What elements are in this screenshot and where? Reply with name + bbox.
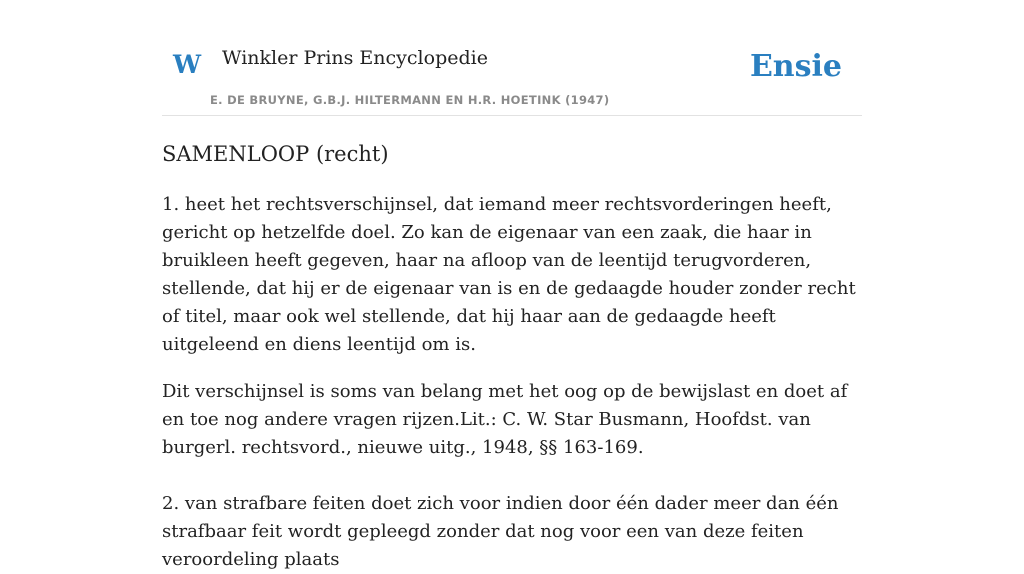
source-title[interactable]: Winkler Prins Encyclopedie [222, 47, 488, 69]
article-title: SAMENLOOP (recht) [162, 142, 389, 166]
source-header [162, 0, 862, 116]
winkler-prins-logo[interactable]: W [173, 50, 202, 79]
source-authors: E. DE BRUYNE, G.B.J. HILTERMANN EN H.R. HOETINK (1947) [210, 93, 610, 107]
article-paragraph-2: Dit verschijnsel is soms van belang met het oog op de bewijslast en doet af en toe nog andere vragen rijzen.Lit.: C. W. Star Busmann, Hoofdst. van burgerl. rechtsvord., nieuwe uitg., 1948, §§ 163-169. [162, 381, 848, 459]
ensie-logo[interactable]: Ensie [749, 49, 842, 84]
page [162, 0, 862, 571]
article-paragraph-3: 2. van strafbare feiten doet zich voor indien door één dader meer dan één strafbaar feit wordt gepleegd zonder dat nog voor een van deze feiten veroordeling plaats [162, 493, 839, 571]
article-paragraph-1: 1. heet het rechtsverschijnsel, dat iemand meer rechtsvorderingen heeft, gericht op hetzelfde doel. Zo kan de eigenaar van een zaak, die haar in bruikleen heeft gegeven, haar na afloop van de leentijd terugvorderen, stellende, dat hij er de eigenaar van is en de gedaagde houder zonder recht of titel, maar ook wel stellende, dat hij haar aan de gedaagde heeft uitgeleend en diens leentijd om is. [162, 194, 856, 356]
